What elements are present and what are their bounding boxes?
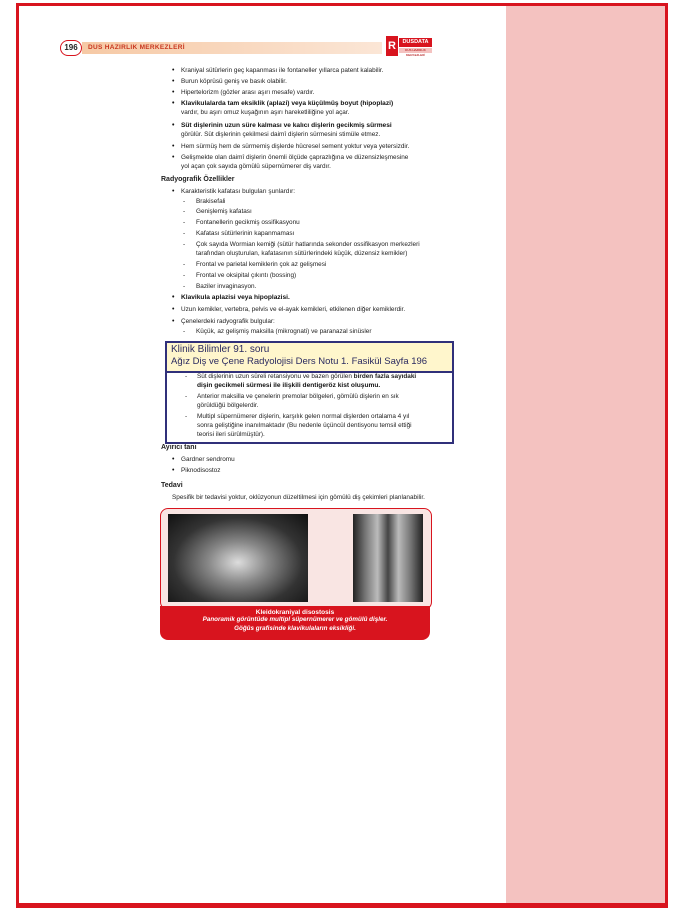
- reference-title: Klinik Bilimler 91. soru: [171, 344, 270, 355]
- section-heading: Tedavi: [161, 482, 183, 489]
- dash-item: - Genişlemiş kafatası: [196, 208, 456, 217]
- panoramic-radiograph-image: [168, 514, 308, 602]
- list-item: • Çenelerdeki radyografik bulgular:: [181, 318, 441, 327]
- dash-item: - Frontal ve oksipital çıkıntı (bossing): [196, 272, 456, 281]
- list-item: • Gelişmekte olan daimî dişlerin önemli ölçüde çaprazlığına ve düzensizleşmesine: [181, 154, 441, 163]
- page-header: [60, 40, 432, 56]
- page-number: 196: [60, 40, 82, 56]
- dash-item: - Brakisefali: [196, 198, 456, 207]
- list-item: • Hipertelorizm (gözler arası aşırı mesafe) vardır.: [181, 89, 441, 98]
- header-title: DUS HAZIRLIK MERKEZLERİ: [88, 44, 185, 51]
- list-item: • Hem sürmüş hem de sürmemiş dişlerde hücresel sement yoktur veya yetersizdir.: [181, 143, 441, 152]
- overlay-line: - Multipl süpernümerer dişlerin, karşılık gelen normal dişlerden ortalama 4 yıl: [185, 413, 410, 420]
- overlay-line: - Anterior maksilla ve çenelerin premolar bölgeleri, gömülü dişlerin en sık: [185, 393, 399, 400]
- dash-item: - Kafatası sütürlerinin kapanmaması: [196, 230, 456, 239]
- list-item: • Burun köprüsü geniş ve basık olabilir.: [181, 78, 441, 87]
- list-item: • Süt dişlerinin uzun süre kalması ve kalıcı dişlerin gecikmiş sürmesi: [181, 122, 441, 131]
- list-item: • Gardner sendromu: [181, 456, 441, 465]
- logo-subtext: DUS HAZIRLIK MERKEZLERİ: [399, 48, 432, 53]
- figure-caption: [160, 606, 430, 640]
- reference-banner: [167, 343, 452, 373]
- dash-item: - Frontal ve parietal kemiklerin çok az gelişmesi: [196, 261, 456, 270]
- caption-title: Kleidokraniyal disostosis: [255, 609, 335, 616]
- paragraph: Spesifik bir tedavisi yoktur, oklüzyonun düzeltilmesi için gömülü diş çekimleri planlanabilir.: [172, 494, 425, 501]
- dash-item: - Baziler invaginasyon.: [196, 283, 456, 292]
- list-item-continuation: yol açan çok sayıda gömülü süpernümerer diş vardır.: [181, 163, 331, 170]
- dash-item: - Fontanellerin gecikmiş ossifikasyonu: [196, 219, 456, 228]
- dash-item-continuation: tarafından oluşturulan, kafatasının sütürlerindeki küçük, düzensiz kemikler): [196, 250, 408, 257]
- list-item: • Klavikula aplazisi veya hipoplazisi.: [181, 294, 441, 303]
- caption-line: Panoramik görüntüde multipl süpernümerer ve gömülü dişler.: [202, 616, 388, 623]
- logo-text: DUSDATA: [399, 38, 432, 47]
- logo-mark: R: [386, 36, 398, 56]
- list-item-continuation: görülür. Süt dişlerinin çekilmesi daimî dişlerin sürmesini stimüle etmez.: [181, 131, 381, 138]
- overlay-line: dişin gecikmeli sürmesi ile ilişkili dentigeröz kist oluşumu.: [197, 382, 381, 389]
- bottom-rule: [16, 904, 668, 908]
- list-item: • Piknodisostoz: [181, 467, 441, 476]
- overlay-line: sonra geliştiğine inanılmaktadır (Bu nedenle üçüncül dentisyonu temsil ettiği: [197, 422, 412, 429]
- overlay-line: teorisi ileri sürülmüştür).: [197, 431, 265, 438]
- publisher-logo: [386, 36, 432, 56]
- overlay-line: görüldüğü bölgelerdir.: [197, 402, 259, 409]
- chest-radiograph-image: [353, 514, 423, 602]
- list-item: • Karakteristik kafatası bulguları şunlardır:: [181, 188, 441, 197]
- figure-panel: [160, 508, 432, 610]
- list-item-continuation: vardır, bu aşırı omuz kuşağının aşırı hareketliliğine yol açar.: [181, 109, 350, 116]
- caption-line: Göğüs grafisinde klavikulaların eksikliği.: [234, 624, 356, 632]
- dash-item: - Küçük, az gelişmiş maksilla (mikrognati) ve paranazal sinüsler: [196, 328, 456, 337]
- section-heading: Ayırıcı tanı: [161, 444, 197, 451]
- question-reference-box: [165, 341, 454, 444]
- section-heading: Radyografik Özellikler: [161, 176, 235, 183]
- overlay-line: - Süt dişlerinin uzun süreli retansiyonu ve bazen görülen birden fazla sayıdaki: [185, 373, 417, 380]
- list-item: • Kraniyal sütürlerin geç kapanması ile fontaneller yıllarca patent kalabilir.: [181, 67, 441, 76]
- list-item: • Klavikulalarda tam eksiklik (aplazi) veya küçülmüş boyut (hipoplazi): [181, 100, 441, 109]
- dash-item: - Çok sayıda Wormian kemiği (sütür hatlarında sekonder ossifikasyon merkezleri: [196, 241, 456, 250]
- reference-subtitle: Ağız Diş ve Çene Radyolojisi Ders Notu 1. Fasikül Sayfa 196: [171, 356, 428, 367]
- list-item: • Uzun kemikler, vertebra, pelvis ve el-ayak kemikleri, etkilenen diğer kemiklerdir.: [181, 306, 441, 315]
